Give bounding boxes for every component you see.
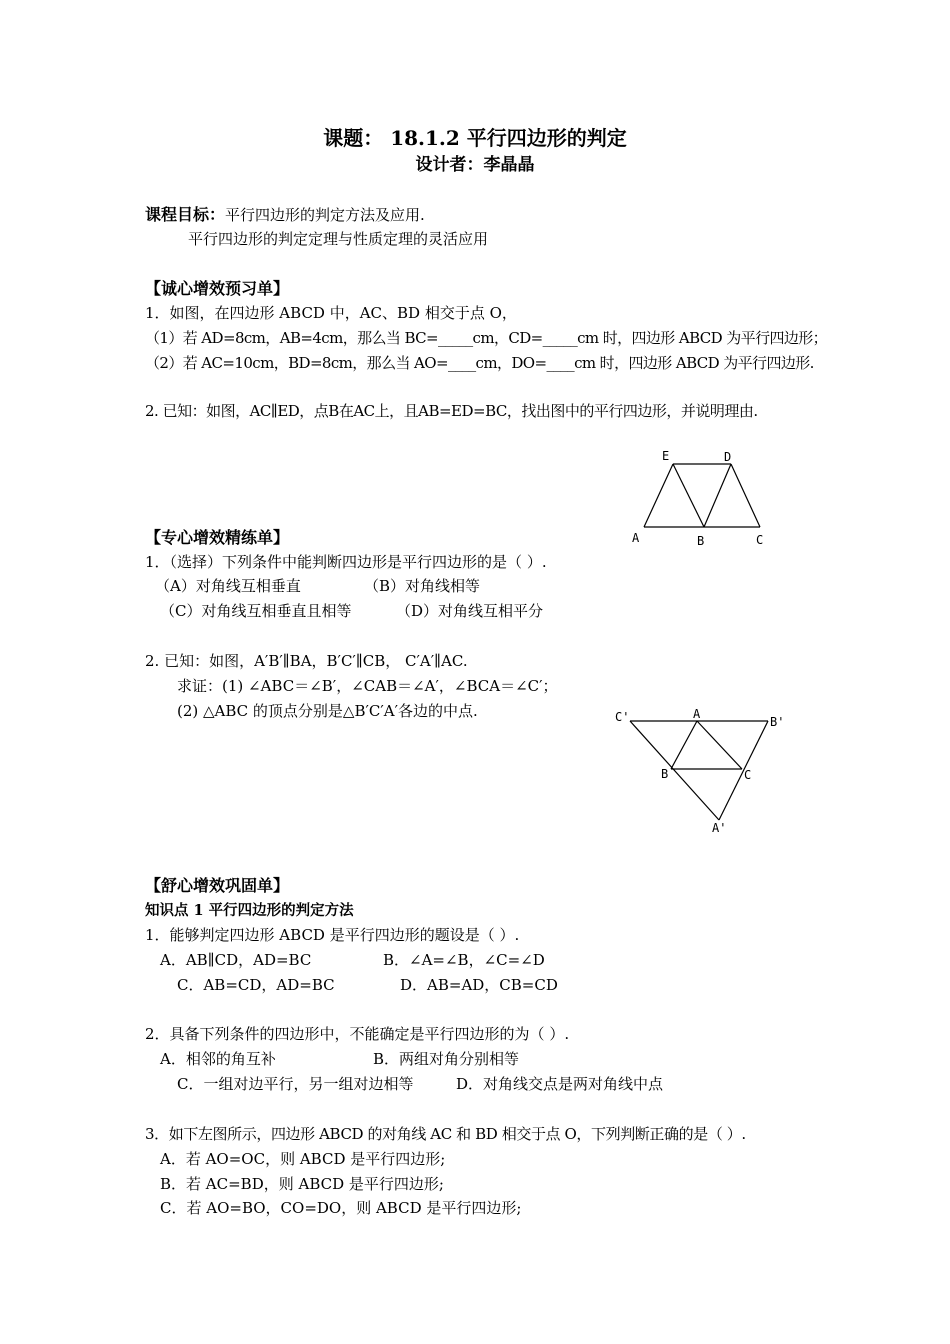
segment-ae — [644, 464, 673, 527]
consolidate-q1-option-d: D．AB=AD，CB=CD — [400, 976, 558, 994]
label-b: B — [697, 534, 705, 548]
knowledge-point-1: 知识点 1 平行四边形的判定方法 — [145, 902, 354, 919]
segment-bd — [704, 464, 731, 527]
practice-q2-intro: 2. 已知：如图，A′B′∥BA，B′C′∥CB， C′A′∥AC. — [145, 652, 468, 670]
designer-line: 设计者：李晶晶 — [415, 155, 535, 175]
consolidate-q1: 1．能够判定四边形 ABCD 是平行四边形的题设是（ ）. — [145, 926, 520, 944]
segment-c1-a1 — [630, 721, 719, 820]
practice-q1-option-c: （C）对角线互相垂直且相等 — [160, 602, 352, 620]
practice-q1-option-a: （A）对角线互相垂直 — [155, 577, 301, 595]
label-c: C — [744, 768, 752, 782]
consolidate-q2-option-c: C．一组对边平行，另一组对边相等 — [177, 1075, 414, 1093]
preview-q2: 2. 已知：如图，AC∥ED，点B在AC上，且AB=ED=BC，找出图中的平行四边形，并说明理由. — [145, 402, 758, 420]
preview-q1-part2: （2）若 AC=10cm，BD=8cm，那么当 AO=____cm，DO=____cm 时，四边形 ABCD 为平行四边形. — [145, 354, 814, 372]
label-a-prime: A' — [712, 821, 727, 835]
objectives-label: 课程目标： — [145, 205, 226, 224]
preview-q1-intro: 1．如图，在四边形 ABCD 中，AC、BD 相交于点 O， — [145, 304, 517, 322]
consolidate-q2-option-b: B．两组对角分别相等 — [373, 1050, 520, 1068]
consolidate-q3-option-c: C．若 AO=BO，CO=DO，则 ABCD 是平行四边形; — [160, 1199, 522, 1217]
practice-q2-prove-2: (2) △ABC 的顶点分别是△B′C′A′各边的中点. — [177, 702, 478, 720]
practice-heading: 【专心增效精练单】 — [145, 528, 290, 547]
preview-heading: 【诚心增效预习单】 — [145, 279, 290, 298]
label-a: A — [632, 531, 640, 545]
label-b-prime: B' — [770, 715, 785, 729]
practice-q1: 1．（选择）下列条件中能判断四边形是平行四边形的是（ ）. — [145, 553, 547, 571]
objectives-text-2: 平行四边形的判定定理与性质定理的灵活应用 — [188, 230, 489, 248]
label-d: D — [724, 450, 732, 464]
segment-dc — [731, 464, 760, 527]
consolidate-q3-option-a: A．若 AO=OC，则 ABCD 是平行四边形; — [160, 1150, 446, 1168]
preview-q1-part1: （1）若 AD=8cm，AB=4cm，那么当 BC=_____cm，CD=_____cm 时，四边形 ABCD 为平行四边形； — [145, 329, 828, 347]
practice-q1-option-b: （B）对角线相等 — [364, 577, 481, 595]
consolidate-q2-option-d: D．对角线交点是两对角线中点 — [456, 1075, 664, 1093]
segment-ab — [671, 721, 697, 769]
practice-q1-option-d: （D）对角线互相平分 — [396, 602, 544, 620]
consolidate-q3-option-b: B．若 AC=BD，则 ABCD 是平行四边形; — [160, 1175, 444, 1193]
consolidate-q2-option-a: A．相邻的角互补 — [160, 1050, 276, 1068]
objectives-line-1 — [145, 202, 425, 225]
label-b: B — [661, 767, 669, 781]
figure-parallelogram-aedc — [628, 448, 773, 550]
label-c: C — [756, 533, 764, 547]
segment-ac — [697, 721, 742, 769]
consolidate-heading: 【舒心增效巩固单】 — [145, 876, 290, 895]
figure-midpoint-triangle — [608, 706, 798, 838]
consolidate-q3: 3．如下左图所示，四边形 ABCD 的对角线 AC 和 BD 相交于点 O，下列判断正确的是（ ）. — [145, 1125, 746, 1143]
consolidate-q1-option-a: A．AB∥CD，AD=BC — [160, 951, 312, 969]
segment-eb — [673, 464, 704, 527]
label-a: A — [693, 707, 701, 721]
label-e: E — [662, 449, 670, 463]
page-title: 课题： 18.1.2 平行四边形的判定 — [323, 126, 627, 150]
consolidate-q1-option-b: B．∠A=∠B，∠C=∠D — [383, 951, 545, 969]
consolidate-q1-option-c: C．AB=CD，AD=BC — [177, 976, 335, 994]
objectives-text-1: 平行四边形的判定方法及应用. — [225, 206, 425, 224]
practice-q2-prove-1: 求证：(1) ∠ABC＝∠B′，∠CAB＝∠A′，∠BCA＝∠C′； — [177, 677, 558, 695]
label-c-prime: C' — [615, 710, 630, 724]
consolidate-q2: 2．具备下列条件的四边形中，不能确定是平行四边形的为（ ）. — [145, 1025, 570, 1043]
